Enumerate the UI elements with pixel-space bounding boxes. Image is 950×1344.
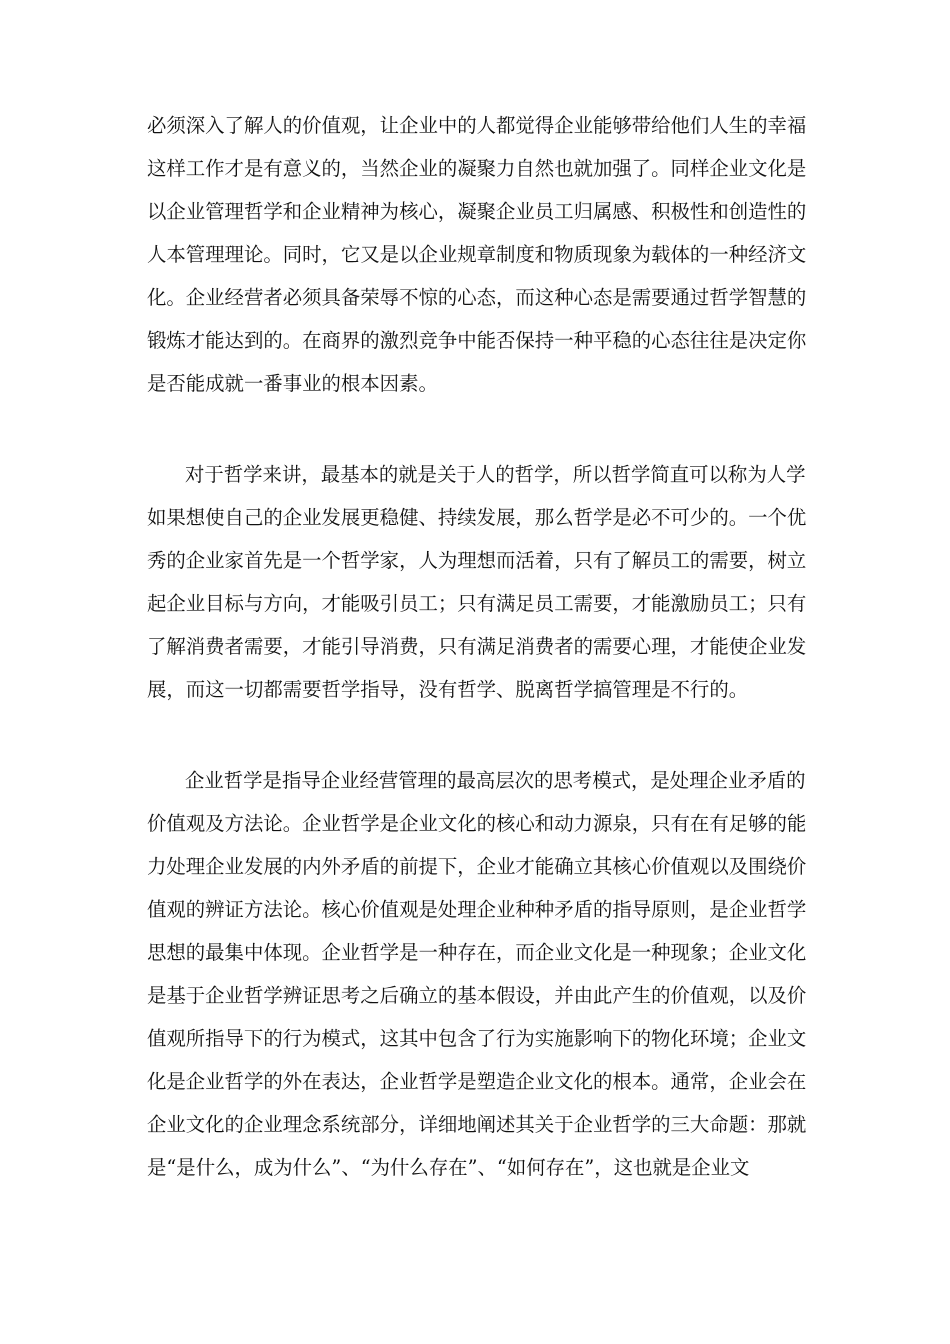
paragraph-1-line-7: 是否能成就一番事业的根本因素。 <box>147 372 438 395</box>
paragraph-1-line-2: 这样工作才是有意义的，当然企业的凝聚力自然也就加强了。同样企业文化是 <box>147 157 807 180</box>
paragraph-3-line-9: 企业文化的企业理念系统部分，详细地阐述其关于企业哲学的三大命题：那就 <box>147 1113 807 1136</box>
paragraph-3-line-1: 企业哲学是指导企业经营管理的最高层次的思考模式，是处理企业矛盾的 <box>185 769 806 792</box>
paragraph-3-line-8: 化是企业哲学的外在表达，企业哲学是塑造企业文化的根本。通常，企业会在 <box>147 1070 807 1093</box>
paragraph-3-line-3: 力处理企业发展的内外矛盾的前提下，企业才能确立其核心价值观以及围绕价 <box>147 855 807 878</box>
paragraph-3-line-10: 是“是什么，成为什么”、“为什么存在”、“如何存在”，这也就是企业文 <box>147 1156 750 1179</box>
paragraph-2-line-5: 了解消费者需要，才能引导消费，只有满足消费者的需要心理，才能使企业发 <box>147 635 807 658</box>
paragraph-2-line-6: 展，而这一切都需要哲学指导，没有哲学、脱离哲学搞管理是不行的。 <box>147 678 749 701</box>
paragraph-2-line-1: 对于哲学来讲，最基本的就是关于人的哲学，所以哲学简直可以称为人学 <box>185 463 806 486</box>
paragraph-2-line-2: 如果想使自己的企业发展更稳健、持续发展，那么哲学是必不可少的。一个优 <box>147 506 807 529</box>
paragraph-3-line-6: 是基于企业哲学辨证思考之后确立的基本假设，并由此产生的价值观，以及价 <box>147 984 807 1007</box>
paragraph-3-line-2: 价值观及方法论。企业哲学是企业文化的核心和动力源泉，只有在有足够的能 <box>147 812 807 835</box>
paragraph-2-line-4: 起企业目标与方向，才能吸引员工；只有满足员工需要，才能激励员工；只有 <box>147 592 807 615</box>
paragraph-3-line-7: 值观所指导下的行为模式，这其中包含了行为实施影响下的物化环境；企业文 <box>147 1027 807 1050</box>
paragraph-1-line-5: 化。企业经营者必须具备荣辱不惊的心态，而这种心态是需要通过哲学智慧的 <box>147 286 807 309</box>
paragraph-1-line-1: 必须深入了解人的价值观，让企业中的人都觉得企业能够带给他们人生的幸福 <box>147 114 807 137</box>
paragraph-3-line-5: 思想的最集中体现。企业哲学是一种存在，而企业文化是一种现象；企业文化 <box>147 941 807 964</box>
paragraph-3-line-4: 值观的辨证方法论。核心价值观是处理企业种种矛盾的指导原则，是企业哲学 <box>147 898 807 921</box>
paragraph-1-line-6: 锻炼才能达到的。在商界的激烈竞争中能否保持一种平稳的心态往往是决定你 <box>147 329 807 352</box>
paragraph-2-line-3: 秀的企业家首先是一个哲学家，人为理想而活着，只有了解员工的需要，树立 <box>147 549 807 572</box>
paragraph-1-line-3: 以企业管理哲学和企业精神为核心，凝聚企业员工归属感、积极性和创造性的 <box>147 200 807 223</box>
paragraph-1-line-4: 人本管理理论。同时，它又是以企业规章制度和物质现象为载体的一种经济文 <box>147 243 807 266</box>
